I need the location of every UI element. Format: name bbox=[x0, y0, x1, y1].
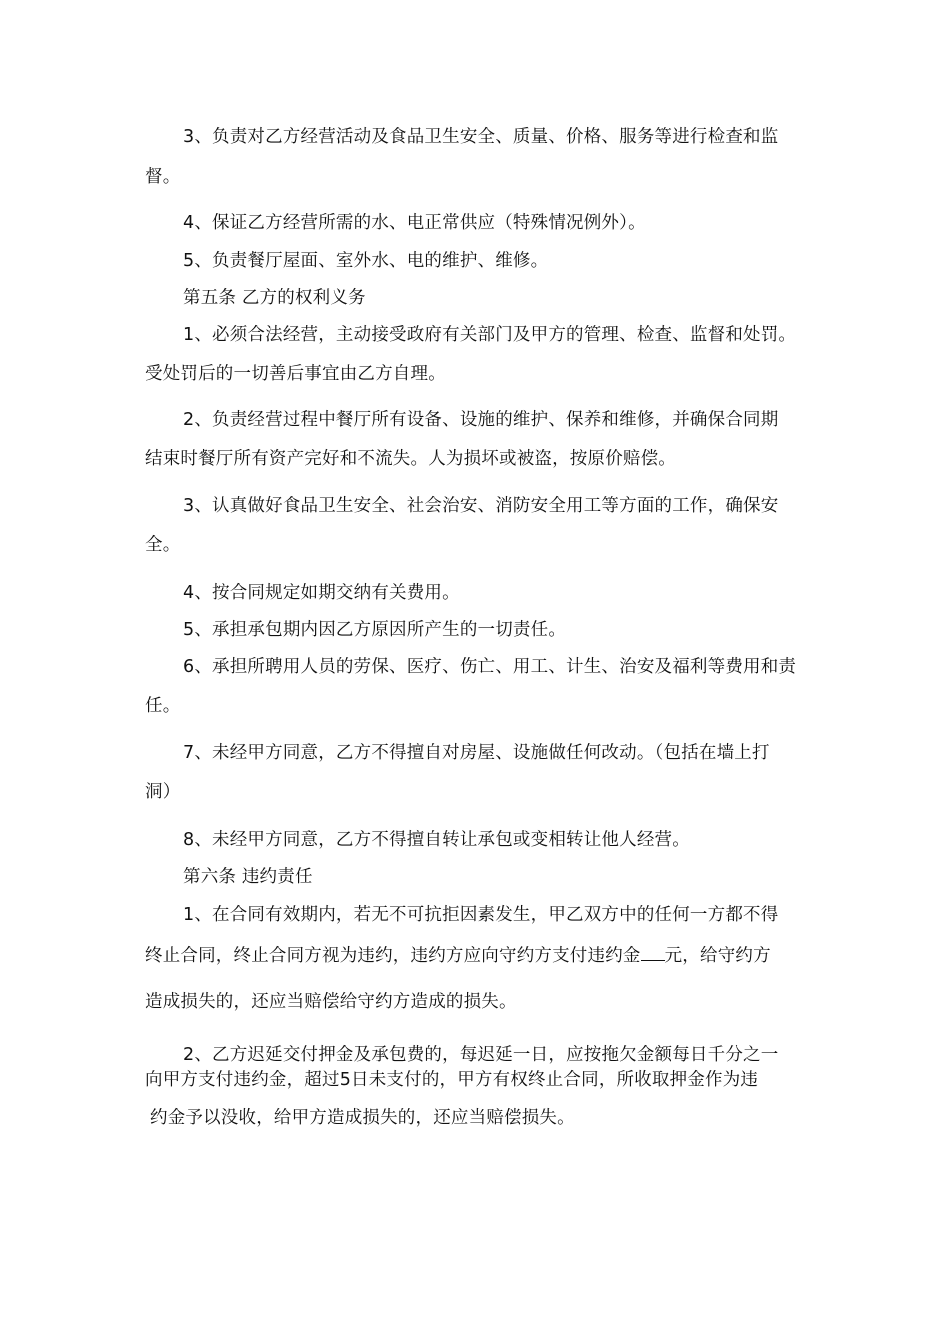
text-line: 5、负责餐厅屋面、室外水、电的维护、维修。 bbox=[183, 251, 549, 271]
text-line: 8、未经甲方同意，乙方不得擅自转让承包或变相转让他人经营。 bbox=[183, 830, 690, 850]
text-line: 任。 bbox=[145, 696, 181, 716]
text-line: 6、承担所聘用人员的劳保、医疗、伤亡、用工、计生、治安及福利等费用和责 bbox=[183, 657, 797, 677]
text-after-blank: 元，给守约方 bbox=[664, 946, 771, 966]
text-before-blank: 终止合同，终止合同方视为违约，违约方应向守约方支付违约金 bbox=[145, 946, 641, 966]
text-line: 造成损失的，还应当赔偿给守约方造成的损失。 bbox=[145, 992, 517, 1012]
text-line: 向甲方支付违约金，超过5日未支付的，甲方有权终止合同，所收取押金作为违 bbox=[145, 1070, 759, 1090]
text-line: 全。 bbox=[145, 535, 181, 555]
text-line: 约金予以没收，给甲方造成损失的，还应当赔偿损失。 bbox=[150, 1108, 575, 1128]
section-heading: 第六条 违约责任 bbox=[183, 867, 313, 887]
text-line: 3、负责对乙方经营活动及食品卫生安全、质量、价格、服务等进行检查和监 bbox=[183, 127, 779, 147]
section-heading: 第五条 乙方的权利义务 bbox=[183, 288, 366, 308]
text-line: 4、按合同规定如期交纳有关费用。 bbox=[183, 583, 460, 603]
text-line: 1、必须合法经营，主动接受政府有关部门及甲方的管理、检查、监督和处罚。 bbox=[183, 325, 797, 345]
text-line: 受处罚后的一切善后事宜由乙方自理。 bbox=[145, 364, 446, 384]
text-line: 7、未经甲方同意，乙方不得擅自对房屋、设施做任何改动。（包括在墙上打 bbox=[183, 743, 770, 763]
text-line-with-blank bbox=[145, 942, 771, 968]
text-line: 3、认真做好食品卫生安全、社会治安、消防安全用工等方面的工作，确保安 bbox=[183, 496, 779, 516]
text-line: 1、在合同有效期内，若无不可抗拒因素发生，甲乙双方中的任何一方都不得 bbox=[183, 905, 779, 925]
text-line: 结束时餐厅所有资产完好和不流失。人为损坏或被盗，按原价赔偿。 bbox=[145, 449, 676, 469]
text-line: 督。 bbox=[145, 167, 181, 187]
text-line: 4、保证乙方经营所需的水、电正常供应（特殊情况例外）。 bbox=[183, 213, 646, 233]
text-line: 洞） bbox=[145, 782, 181, 802]
text-line: 2、乙方迟延交付押金及承包费的，每迟延一日，应按拖欠金额每日千分之一 bbox=[183, 1045, 779, 1065]
text-line: 5、承担承包期内因乙方原因所产生的一切责任。 bbox=[183, 620, 567, 640]
text-line: 2、负责经营过程中餐厅所有设备、设施的维护、保养和维修，并确保合同期 bbox=[183, 410, 779, 430]
penalty-blank bbox=[641, 942, 665, 961]
